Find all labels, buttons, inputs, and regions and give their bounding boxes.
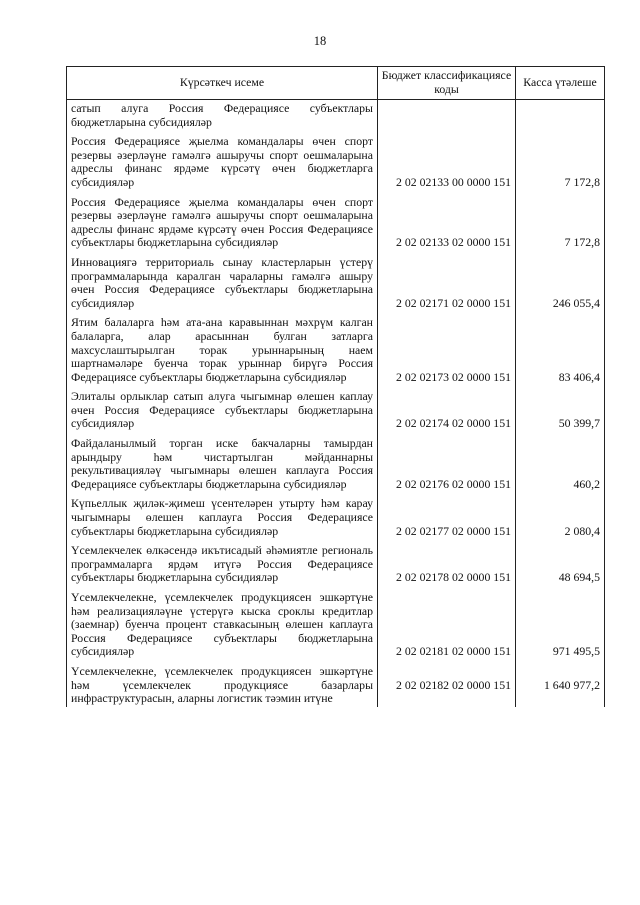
table-row [67, 497, 605, 539]
table-row [67, 390, 605, 432]
row-code: 2 02 02133 02 0000 151 [378, 196, 516, 251]
row-code: 2 02 02133 00 0000 151 [378, 135, 516, 190]
row-name: Үсемлекчелек өлкәсендә икътисадый әһәмиятле региональ программаларга ярдәм итүгә Россия Федерациясе субъектлары бюджетларына субсидияләр [67, 544, 378, 586]
table-row [67, 316, 605, 385]
row-amount: 971 495,5 [516, 591, 605, 660]
row-name: Элиталы орлыклар сатып алуга чыгымнар өлешен каплау өчен Россия Федерациясе субъектлары бюджетларына субсидияләр [67, 390, 378, 432]
table-row [67, 196, 605, 251]
table-row [67, 437, 605, 492]
row-code: 2 02 02181 02 0000 151 [378, 591, 516, 660]
row-name: Үсемлекчелекне, үсемлекчелек продукциясен эшкәртүне һәм реализацияләүне үстерүгә кыска сроклы кредитлар (заемнар) буенча процент ставкасының өлешен каплауга Россия Федерациясе субъектлары бюджетларына субсидияләр [67, 591, 378, 660]
row-name: Файдаланылмый торган иске бакчаларны тамырдан арындыру һәм чистартылган мәйданнарны рекультивацияләү чыгымнары өлешен каплауга Россия Федерациясе субъектлары бюджетларына субсидияләр [67, 437, 378, 492]
row-amount: 48 694,5 [516, 544, 605, 586]
row-name: Россия Федерациясе җыелма командалары өчен спорт резервы әзерләүне гамәлгә ашыручы спорт оешмаларына адреслы финанс ярдәме күрсәтү өчен бюджетларга субсидияләр [67, 135, 378, 190]
page-number: 18 [313, 34, 327, 48]
row-amount: 460,2 [516, 437, 605, 492]
row-amount: 2 080,4 [516, 497, 605, 539]
row-name: Күпьеллык җиләк-җимеш үсентеләрен утырту һәм карау чыгымнары өлешен каплауга Россия Федерациясе субъектлары бюджетларына субсидияләр [67, 497, 378, 539]
row-code: 2 02 02171 02 0000 151 [378, 256, 516, 311]
header-budget-code: Бюджет классификациясе коды [378, 67, 516, 100]
row-code: 2 02 02176 02 0000 151 [378, 437, 516, 492]
table-row [67, 256, 605, 311]
table-row [67, 591, 605, 660]
row-code: 2 02 02173 02 0000 151 [378, 316, 516, 385]
table-row [67, 544, 605, 586]
row-amount: 1 640 977,2 [516, 665, 605, 707]
row-name: Ятим балаларга һәм ата-ана каравыннан мәхрүм калган балаларга, алар арасыннан булган затларга махсуслаштырылган торак урыннарының наем шартнамәләре буенча торак урыннар бирүгә Россия Федерациясе субъектлары бюджетларына субсидияләр [67, 316, 378, 385]
row-name: Инновациягә территориаль сынау кластерларын үстерү программаларында каралган чараларны гамәлгә ашыру өчен Россия Федерациясе субъектлары бюджетларына субсидияләр [67, 256, 378, 311]
row-code: 2 02 02174 02 0000 151 [378, 390, 516, 432]
header-indicator-name: Күрсәткеч исеме [67, 67, 378, 100]
row-amount: 246 055,4 [516, 256, 605, 311]
row-code: 2 02 02178 02 0000 151 [378, 544, 516, 586]
row-amount: 83 406,4 [516, 316, 605, 385]
budget-table [66, 66, 605, 707]
row-name: Россия Федерациясе җыелма командалары өчен спорт резервы әзерләүне гамәлгә ашыручы спорт оешмаларына адреслы финанс ярдәме күрсәтү өчен Россия Федерациясе субъектлары бюджетларына субсидияләр [67, 196, 378, 251]
row-amount: 7 172,8 [516, 196, 605, 251]
table-header-row [67, 67, 605, 100]
row-code: 2 02 02177 02 0000 151 [378, 497, 516, 539]
table-row [67, 665, 605, 707]
row-amount: 50 399,7 [516, 390, 605, 432]
row-name: Үсемлекчелекне, үсемлекчелек продукциясен эшкәртүне һәм үсемлекчелек продукциясе базарлары инфраструктурасын, аларны логистик тәэмин итүне [67, 665, 378, 707]
row-name: сатып алуга Россия Федерациясе субъектлары бюджетларына субсидияләр [67, 100, 378, 131]
table-row [67, 135, 605, 190]
row-amount [516, 100, 605, 131]
table-row [67, 100, 605, 131]
row-code [378, 100, 516, 131]
row-amount: 7 172,8 [516, 135, 605, 190]
row-code: 2 02 02182 02 0000 151 [378, 665, 516, 707]
header-cash-execution: Касса үтәлеше [516, 67, 605, 100]
